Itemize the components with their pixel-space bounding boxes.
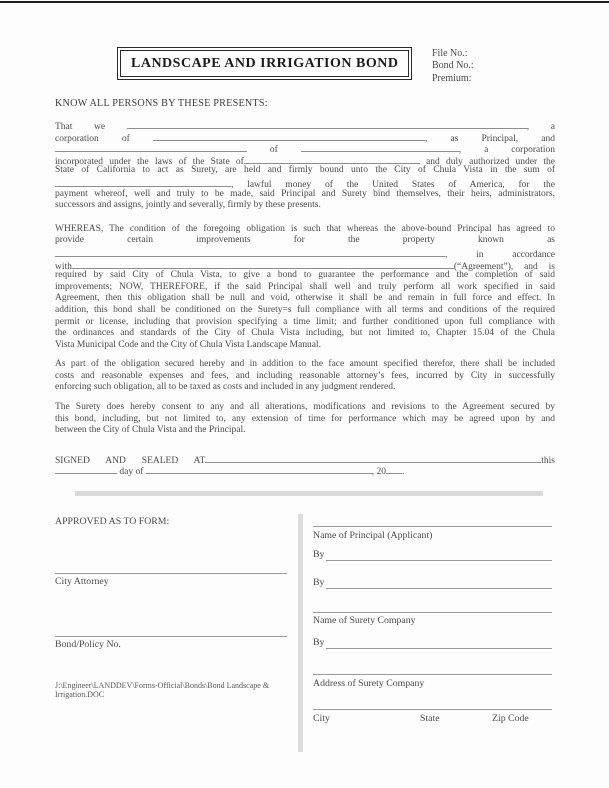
text-segment: successors and assigns, jointly and severally, firmly by these presents. xyxy=(55,200,321,211)
text-segment: of xyxy=(247,145,301,156)
state-label: State xyxy=(420,713,440,724)
opening-heading: KNOW ALL PERSONS BY THESE PRESENTS: xyxy=(55,98,268,109)
surety-name-line xyxy=(313,612,552,613)
blank-field xyxy=(127,119,527,129)
document-line xyxy=(55,464,555,476)
section-divider-bar xyxy=(75,491,543,496)
text-segment: , a xyxy=(526,122,555,132)
bond-policy-label: Bond/Policy No. xyxy=(55,639,121,650)
city-attorney-label: City Attorney xyxy=(55,576,109,587)
text-segment: The Surety does hereby consent to any and all alterations, modifications and revisions to the Agreement secured by xyxy=(55,402,555,413)
document-line xyxy=(55,165,555,177)
document-line xyxy=(55,340,555,352)
text-segment: . xyxy=(402,467,405,478)
document-line xyxy=(55,305,555,317)
file-path-note xyxy=(55,682,320,700)
text-segment: corporation of xyxy=(55,133,153,144)
text-segment: with xyxy=(55,261,72,272)
principal-name-line xyxy=(313,526,552,527)
text-segment: As part of the obligation secured hereby and in addition to the face amount specified therefor, there shall be included xyxy=(55,359,555,370)
city-state-zip-line xyxy=(313,709,552,710)
document-title: LANDSCAPE AND IRRIGATION BOND xyxy=(131,56,399,71)
document-line xyxy=(55,154,555,166)
by-label-1: By xyxy=(313,549,325,560)
whereas-paragraph xyxy=(55,224,555,352)
document-line xyxy=(55,177,555,189)
text-segment: provide certain improvements for the property known as xyxy=(55,235,555,246)
text-segment: Agreement, then this obligation shall be null and void, otherwise it shall be and remain in full force and effect. In xyxy=(55,293,555,304)
document-line xyxy=(55,247,555,259)
document-line xyxy=(55,402,555,414)
document-line xyxy=(55,453,555,465)
by-label-2: By xyxy=(313,577,325,588)
document-line xyxy=(55,382,555,394)
city-label: City xyxy=(313,713,330,724)
text-segment: State of California to act as Surety, are held and firmly bound unto the City of Chula Vista in the sum of xyxy=(55,165,555,176)
text-segment: That we xyxy=(55,122,127,132)
text-segment: (“Agreement”), and is xyxy=(453,261,555,272)
text-segment: , a corporation xyxy=(458,145,555,156)
blank-field xyxy=(301,142,459,152)
costs-paragraph xyxy=(55,359,555,394)
text-segment: WHEREAS, The condition of the foregoing obligation is such that whereas the above-bound Principal has agreed to xyxy=(55,223,555,234)
text-segment: incorporated under the laws of the State of xyxy=(55,156,244,167)
text-segment: , 20 xyxy=(371,467,387,478)
blank-field xyxy=(153,131,425,141)
principal-surety-paragraph xyxy=(55,119,555,212)
signed-sealed-paragraph xyxy=(55,453,555,476)
text-segment: , in accordance xyxy=(445,249,555,260)
document-line xyxy=(55,270,555,282)
city-attorney-signature-line xyxy=(55,573,287,574)
blank-field xyxy=(55,247,445,257)
text-segment: costs and reasonable expenses and fees, and including reasonable attorney’s fees, incurred by City in successfully xyxy=(55,370,555,381)
bond-no-label: Bond No.: xyxy=(432,60,474,72)
document-line xyxy=(55,119,555,131)
blank-field xyxy=(72,259,454,269)
document-line xyxy=(55,200,555,212)
text-segment: between the City of Chula Vista and the Principal. xyxy=(55,425,246,436)
surety-label: Name of Surety Company xyxy=(313,615,416,626)
document-line xyxy=(55,359,555,371)
column-divider-bar xyxy=(298,514,303,752)
blank-field xyxy=(386,464,402,474)
address-label: Address of Surety Company xyxy=(313,678,425,689)
text-segment: payment whereof, well and truly to be made, said Principal and Surety bind themselves, their heirs, administrators, xyxy=(55,188,555,199)
text-segment: Vista Municipal Code and the City of Chula Vista Landscape Manual. xyxy=(55,339,321,350)
by-signature-line-2 xyxy=(326,588,552,589)
file-no-label: File No.: xyxy=(432,48,468,59)
file-path-line1: J:\Engineer\LANDDEV\Forms-Official\Bonds\Bond Landscape & xyxy=(55,681,270,690)
by-label-3: By xyxy=(313,637,325,648)
document-line xyxy=(55,425,555,437)
text-segment: SIGNED AND SEALED AT xyxy=(55,455,206,466)
bond-policy-line xyxy=(55,636,287,637)
document-line xyxy=(55,189,555,201)
document-body xyxy=(55,119,555,476)
document-line xyxy=(55,142,555,154)
by-signature-line-3 xyxy=(326,648,552,649)
document-line xyxy=(55,293,555,305)
document-line xyxy=(55,371,555,383)
text-segment: , as Principal, and xyxy=(424,133,555,144)
document-line xyxy=(55,131,555,143)
document-line xyxy=(55,282,555,294)
text-segment: , lawful money of the United States of America, for the xyxy=(231,179,555,190)
blank-field xyxy=(55,142,247,152)
premium-label: Premium: xyxy=(432,72,472,84)
blank-field xyxy=(55,464,117,474)
document-line xyxy=(55,235,555,247)
file-number-block xyxy=(432,48,474,85)
text-segment: and duly authorized under the xyxy=(419,156,555,167)
text-segment: day of xyxy=(117,467,146,478)
document-line xyxy=(55,259,555,271)
surety-consent-paragraph xyxy=(55,402,555,437)
document-line xyxy=(55,414,555,426)
by-signature-line-1 xyxy=(326,560,552,561)
zip-code-label: Zip Code xyxy=(492,713,529,724)
top-rule xyxy=(0,1,609,3)
blank-field xyxy=(244,154,420,164)
principal-label: Name of Principal (Applicant) xyxy=(313,530,433,541)
approved-as-to-form-heading: APPROVED AS TO FORM: xyxy=(55,516,170,527)
text-segment: improvements; NOW, THEREFORE, if the said Principal shall well and truly perform all work specified in said xyxy=(55,281,555,292)
text-segment: addition, this bond shall be conditioned on the Surety=s full compliance with all terms and conditions of the required xyxy=(55,304,555,315)
surety-address-line xyxy=(313,674,552,675)
blank-field xyxy=(205,453,541,463)
document-line xyxy=(55,224,555,236)
text-segment: enforcing such obligation, all to be taxed as costs and included in any judgment rendered. xyxy=(55,382,396,393)
text-segment: this xyxy=(541,455,555,466)
text-segment: this bond, including, but not limited to, any extension of time for performance which may be agreed upon by and xyxy=(55,413,555,424)
blank-field xyxy=(146,464,372,474)
document-line xyxy=(55,317,555,329)
blank-field xyxy=(55,177,231,187)
document-line xyxy=(55,328,555,340)
file-path-line2: Irrigation.DOC xyxy=(55,689,105,699)
title-box-inner xyxy=(120,50,409,77)
text-segment: permit or license, including that provision specifying a time limit; and further conditioned upon full compliance with xyxy=(55,316,555,327)
title-box xyxy=(117,47,412,80)
text-segment: required by said City of Chula Vista, to give a bond to guarantee the performance and the completion of said xyxy=(55,270,555,281)
text-segment: the ordinances and standards of the City of Chula Vista including, but not limited to, Chapter 15.04 of the Chula xyxy=(55,328,555,339)
